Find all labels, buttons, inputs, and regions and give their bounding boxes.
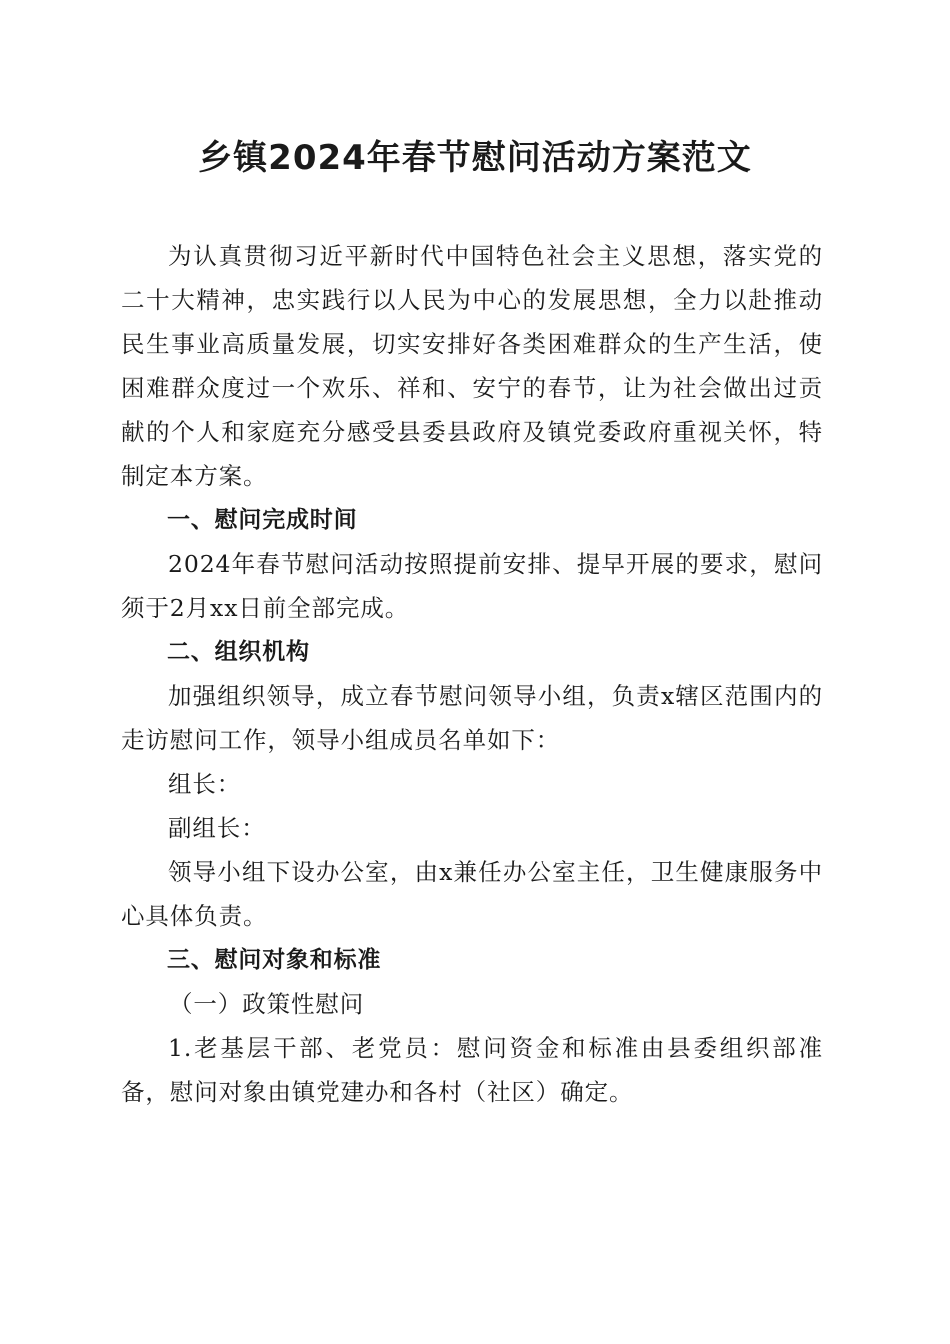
subsection-1-heading: （一）政策性慰问 xyxy=(169,990,365,1018)
leader-line: 组长： xyxy=(168,770,242,798)
intro-paragraph: 为认真贯彻习近平新时代中国特色社会主义思想，落实党的二十大精神，忠实践行以人民为中心的发展思想，全力以赴推动民生事业高质量发展，切实安排好各类困难群众的生产生活，使困难群众度过一个欢乐、祥和、安宁的春节，让为社会做出过贡献的个人和家庭充分感受县委县政府及镇党委政府重视关怀，特制定本方案。 xyxy=(121,242,823,490)
section-1-heading: 一、慰问完成时间 xyxy=(167,507,358,533)
section-2-heading: 二、组织机构 xyxy=(167,639,310,665)
item-1-paragraph: 1.老基层干部、老党员：慰问资金和标准由县委组织部准备，慰问对象由镇党建办和各村（社区）确定。 xyxy=(121,1034,823,1106)
deputy-leader-line: 副组长： xyxy=(168,814,266,842)
section-2-paragraph: 加强组织领导，成立春节慰问领导小组，负责x辖区范围内的走访慰问工作，领导小组成员名单如下： xyxy=(121,682,823,754)
office-paragraph: 领导小组下设办公室，由x兼任办公室主任，卫生健康服务中心具体负责。 xyxy=(121,858,823,930)
section-3-heading: 三、慰问对象和标准 xyxy=(167,947,382,973)
document-title: 乡镇2024年春节慰问活动方案范文 xyxy=(198,138,752,178)
section-1-paragraph: 2024年春节慰问活动按照提前安排、提早开展的要求，慰问须于2月xx日前全部完成。 xyxy=(121,550,823,622)
document-body xyxy=(121,234,823,1114)
